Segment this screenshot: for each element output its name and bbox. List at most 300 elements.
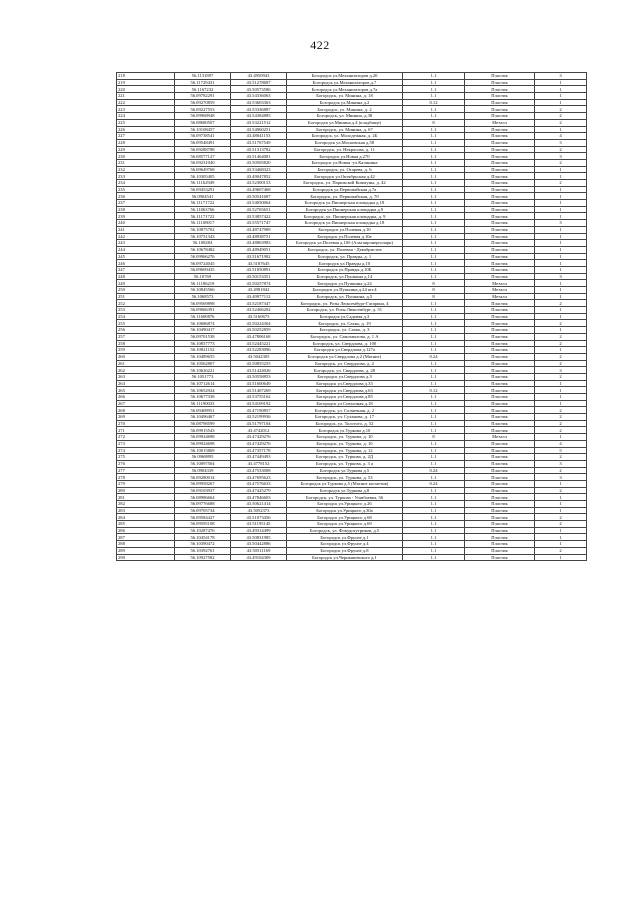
cell-longitude: 43.51407269 <box>231 387 287 394</box>
cell-address: Богородск ул.Пионерская площадка д.18 <box>287 200 403 207</box>
table-row <box>117 454 587 461</box>
table-row <box>117 494 587 501</box>
cell-container-count: 2 <box>535 106 587 113</box>
cell-latitude: 56.09270859 <box>175 99 231 106</box>
cell-material: Пластик <box>465 253 535 260</box>
cell-row-number: 272 <box>117 434 175 441</box>
cell-longitude: 43.5042305 <box>231 353 287 360</box>
cell-material: Пластик <box>465 501 535 508</box>
cell-longitude: 43.48747989 <box>231 226 287 233</box>
table-row <box>117 514 587 521</box>
cell-row-number: 269 <box>117 414 175 421</box>
cell-longitude: 43.53221512 <box>231 119 287 126</box>
cell-longitude: 43.50252859 <box>231 327 287 334</box>
cell-material: Пластик <box>465 460 535 467</box>
cell-longitude: 43.47429276 <box>231 440 287 447</box>
cell-material: Пластик <box>465 99 535 106</box>
cell-row-number: 268 <box>117 407 175 414</box>
cell-row-number: 242 <box>117 233 175 240</box>
cell-address: Богородск ул.Туркова д.5 (Магнит косметик) <box>287 480 403 487</box>
cell-material: Пластик <box>465 333 535 340</box>
cell-row-number: 276 <box>117 460 175 467</box>
cell-row-number: 245 <box>117 253 175 260</box>
cell-material: Пластик <box>465 521 535 528</box>
cell-longitude: 43.48938751 <box>231 233 287 240</box>
cell-address: Богородск, ул. Полевая - Декабристов <box>287 246 403 253</box>
cell-volume: 1.1 <box>403 554 465 561</box>
cell-volume: 1.1 <box>403 126 465 133</box>
cell-address: Богородск ул.Свердлова д.127а <box>287 347 403 354</box>
table-row <box>117 266 587 273</box>
table-row <box>117 73 587 80</box>
cell-container-count: 2 <box>535 427 587 434</box>
cell-volume: 1.1 <box>403 93 465 100</box>
cell-latitude: 56.09958267 <box>175 480 231 487</box>
cell-row-number: 259 <box>117 347 175 354</box>
cell-volume: 1.1 <box>403 200 465 207</box>
cell-material: Пластик <box>465 407 535 414</box>
cell-volume: 1.1 <box>403 494 465 501</box>
cell-row-number: 282 <box>117 501 175 508</box>
table-row <box>117 106 587 113</box>
cell-volume: 1.1 <box>403 373 465 380</box>
cell-row-number: 264 <box>117 380 175 387</box>
cell-latitude: 56.10097504 <box>175 460 231 467</box>
cell-row-number: 229 <box>117 146 175 153</box>
cell-address: Богородск ул.Правды д.10 <box>287 260 403 267</box>
cell-latitude: 56.10845566 <box>175 287 231 294</box>
table-row <box>117 521 587 528</box>
cell-latitude: 56.10626221 <box>175 367 231 374</box>
table-row <box>117 480 587 487</box>
cell-address: Богородск ул.Урицкого д.26 <box>287 501 403 508</box>
cell-address: Богородск ул.Урицкого д.69 <box>287 521 403 528</box>
cell-address: Богородск, ул. Солнечная, д. 2 <box>287 407 403 414</box>
table-row <box>117 447 587 454</box>
cell-latitude: 56.09453291 <box>175 186 231 193</box>
cell-longitude: 43.54384885 <box>231 113 287 120</box>
cell-volume: 1.1 <box>403 460 465 467</box>
cell-container-count: 1 <box>535 287 587 294</box>
cell-longitude: 43.47190857 <box>231 407 287 414</box>
cell-latitude: 56.10857773 <box>175 340 231 347</box>
cell-volume: 1.1 <box>403 186 465 193</box>
cell-container-count: 2 <box>535 360 587 367</box>
cell-row-number: 237 <box>117 200 175 207</box>
cell-latitude: 56.09408951 <box>175 407 231 414</box>
table-row <box>117 400 587 407</box>
cell-longitude: 43.50541687 <box>231 193 287 200</box>
cell-material: Пластик <box>465 126 535 133</box>
cell-material: Пластик <box>465 387 535 394</box>
cell-container-count: 1 <box>535 260 587 267</box>
cell-address: Богородск ул.Московская д.58 <box>287 139 403 146</box>
cell-longitude: 43.51671982 <box>231 253 287 260</box>
table-row <box>117 300 587 307</box>
cell-volume: 1.1 <box>403 73 465 80</box>
table-row <box>117 287 587 294</box>
cell-material: Металл <box>465 119 535 126</box>
cell-longitude: 43.50224304 <box>231 320 287 327</box>
cell-longitude: 43.48041153 <box>231 133 287 140</box>
cell-volume: 1.1 <box>403 86 465 93</box>
cell-longitude: 43.51424026 <box>231 367 287 374</box>
cell-material: Пластик <box>465 173 535 180</box>
cell-container-count: 2 <box>535 467 587 474</box>
cell-material: Пластик <box>465 534 535 541</box>
cell-material: Пластик <box>465 153 535 160</box>
cell-latitude: 56.10769 <box>175 273 231 280</box>
cell-material: Пластик <box>465 514 535 521</box>
cell-row-number: 233 <box>117 173 175 180</box>
cell-address: Богородск ул.Полевая д.10б (Альтаирэнергопарк) <box>287 240 403 247</box>
cell-address: Богородск, ул. Пушкина, д.5 <box>287 293 403 300</box>
cell-material: Пластик <box>465 440 535 447</box>
table-row <box>117 220 587 227</box>
table-row <box>117 534 587 541</box>
cell-longitude: 43.49607468 <box>231 186 287 193</box>
cell-volume: 0.24 <box>403 353 465 360</box>
cell-address: Богородск ул.Правды д.10Б <box>287 266 403 273</box>
cell-container-count: 1 <box>535 253 587 260</box>
cell-volume: 1.1 <box>403 159 465 166</box>
cell-material: Пластик <box>465 226 535 233</box>
table-row <box>117 434 587 441</box>
cell-row-number: 234 <box>117 180 175 187</box>
cell-address: Богородск ул.Первомайская д.7а <box>287 186 403 193</box>
cell-longitude: 43.47425279 <box>231 487 287 494</box>
cell-address: Богородск, ул. Некрасова, д. 11 <box>287 146 403 153</box>
cell-volume: 1.1 <box>403 233 465 240</box>
cell-volume: 1.1 <box>403 253 465 260</box>
table-row <box>117 240 587 247</box>
cell-longitude: 43.48863983 <box>231 240 287 247</box>
cell-material: Пластик <box>465 220 535 227</box>
cell-latitude: 56.11729431 <box>175 79 231 86</box>
cell-longitude: 43.49977112 <box>231 293 287 300</box>
table-row <box>117 527 587 534</box>
cell-container-count: 2 <box>535 514 587 521</box>
cell-volume: 1.1 <box>403 146 465 153</box>
cell-latitude: 56.11063766 <box>175 206 231 213</box>
cell-container-count: 3 <box>535 474 587 481</box>
table-row <box>117 547 587 554</box>
cell-material: Пластик <box>465 527 535 534</box>
cell-longitude: 43.52283096 <box>231 347 287 354</box>
cell-address: Богородск ул.Минина д.2 <box>287 99 403 106</box>
cell-container-count: 1 <box>535 293 587 300</box>
cell-container-count: 3 <box>535 460 587 467</box>
cell-row-number: 285 <box>117 521 175 528</box>
cell-container-count: 1 <box>535 240 587 247</box>
cell-address: Богородск ул.Свердлова д.3 <box>287 373 403 380</box>
cell-latitude: 56.10490417 <box>175 327 231 334</box>
cell-row-number: 246 <box>117 260 175 267</box>
cell-container-count: 1 <box>535 347 587 354</box>
cell-volume: 1.1 <box>403 206 465 213</box>
cell-volume: 0.12 <box>403 387 465 394</box>
cell-longitude: 43.50511169 <box>231 547 287 554</box>
cell-longitude: 43.51313782 <box>231 146 287 153</box>
cell-longitude: 43.4981842 <box>231 287 287 294</box>
table-row <box>117 166 587 173</box>
cell-longitude: 43.54960251 <box>231 126 287 133</box>
cell-row-number: 241 <box>117 226 175 233</box>
table-row <box>117 200 587 207</box>
table-row <box>117 467 587 474</box>
cell-row-number: 220 <box>117 86 175 93</box>
cell-row-number: 284 <box>117 514 175 521</box>
cell-volume: 1.1 <box>403 347 465 354</box>
table-row <box>117 186 587 193</box>
cell-row-number: 266 <box>117 394 175 401</box>
cell-address: Богородск ул.Туркова д.5 <box>287 467 403 474</box>
cell-material: Пластик <box>465 233 535 240</box>
cell-address: Богородск ул.Свердлова д.2 (Магнит) <box>287 353 403 360</box>
cell-row-number: 290 <box>117 554 175 561</box>
cell-container-count: 1 <box>535 307 587 314</box>
cell-material: Пластик <box>465 447 535 454</box>
cell-material: Пластик <box>465 340 535 347</box>
cell-volume: 1.1 <box>403 380 465 387</box>
cell-container-count: 1 <box>535 186 587 193</box>
cell-row-number: 271 <box>117 427 175 434</box>
table-row <box>117 146 587 153</box>
cell-material: Пластик <box>465 347 535 354</box>
cell-row-number: 231 <box>117 159 175 166</box>
cell-longitude: 43.51278687 <box>231 79 287 86</box>
table-row <box>117 213 587 220</box>
cell-longitude: 43.52765651 <box>231 206 287 213</box>
cell-container-count: 2 <box>535 180 587 187</box>
cell-latitude: 56.10875702 <box>175 226 231 233</box>
cell-longitude: 43.47576633 <box>231 480 287 487</box>
table-row <box>117 340 587 347</box>
cell-material: Пластик <box>465 180 535 187</box>
table-row <box>117 307 587 314</box>
cell-volume: 1.1 <box>403 400 465 407</box>
cell-longitude: 43.47846603 <box>231 494 287 501</box>
cell-container-count: 2 <box>535 373 587 380</box>
cell-longitude: 43.54109192 <box>231 400 287 407</box>
cell-container-count: 2 <box>535 420 587 427</box>
cell-row-number: 279 <box>117 480 175 487</box>
cell-material: Пластик <box>465 206 535 213</box>
table-row <box>117 487 587 494</box>
cell-container-count: 4 <box>535 133 587 140</box>
cell-volume: 1.1 <box>403 213 465 220</box>
cell-longitude: 43.48949051 <box>231 246 287 253</box>
cell-volume: 1.1 <box>403 360 465 367</box>
table-row <box>117 153 587 160</box>
cell-row-number: 218 <box>117 73 175 80</box>
cell-latitude: 56.09548491 <box>175 139 231 146</box>
cell-volume: 1.1 <box>403 307 465 314</box>
cell-latitude: 56.09915543 <box>175 427 231 434</box>
cell-volume: 1.1 <box>403 514 465 521</box>
cell-latitude: 56.10454178 <box>175 534 231 541</box>
cell-row-number: 263 <box>117 373 175 380</box>
cell-material: Пластик <box>465 507 535 514</box>
cell-volume: 0.24 <box>403 467 465 474</box>
cell-container-count: 3 <box>535 139 587 146</box>
cell-address: Богородск ул.Минина д.4 (кладбище) <box>287 119 403 126</box>
cell-row-number: 288 <box>117 541 175 548</box>
cell-row-number: 230 <box>117 153 175 160</box>
cell-material: Пластик <box>465 193 535 200</box>
cell-row-number: 227 <box>117 133 175 140</box>
cell-address: Богородск ул.Механизаторов д.7 <box>287 79 403 86</box>
cell-row-number: 232 <box>117 166 175 173</box>
cell-container-count: 1 <box>535 246 587 253</box>
cell-latitude: 56.09705734 <box>175 507 231 514</box>
cell-address: Богородск, ул. Минина, д.38 <box>287 113 403 120</box>
cell-longitude: 43.47429276 <box>231 434 287 441</box>
cell-latitude: 56.08798599 <box>175 420 231 427</box>
cell-latitude: 56.1167232 <box>175 86 231 93</box>
cell-material: Пластик <box>465 313 535 320</box>
cell-row-number: 238 <box>117 206 175 213</box>
cell-volume: 1.1 <box>403 327 465 334</box>
cell-container-count: 1 <box>535 400 587 407</box>
cell-address: Богородск ул.Фрунзе д.4 <box>287 541 403 548</box>
cell-material: Пластик <box>465 427 535 434</box>
cell-address: Богородск, ул. Пионерская площадка, д. 9 <box>287 213 403 220</box>
cell-container-count: 2 <box>535 353 587 360</box>
cell-address: Богородск, ул. Туркова, д. 53 <box>287 474 403 481</box>
cell-row-number: 262 <box>117 367 175 374</box>
table-row <box>117 440 587 447</box>
cell-address: Богородск ул.Новая д.270 <box>287 153 403 160</box>
cell-address: Богородск, ул. Суханова, д. 17 <box>287 414 403 421</box>
cell-material: Пластик <box>465 400 535 407</box>
cell-volume: 1.1 <box>403 300 465 307</box>
cell-volume: 1.1 <box>403 260 465 267</box>
cell-latitude: 56.10108457 <box>175 126 231 133</box>
table-row <box>117 293 587 300</box>
cell-address: Богородск ул.Новая -ул.Калинина <box>287 159 403 166</box>
cell-address: Богородск ул.Туркова д.10 <box>287 427 403 434</box>
cell-address: Богородск ул.Пушкина д.24 <box>287 280 403 287</box>
cell-container-count: 1 <box>535 494 587 501</box>
cell-latitude: 56.0904541 <box>175 193 231 200</box>
cell-material: Пластик <box>465 79 535 86</box>
table-row <box>117 159 587 166</box>
cell-material: Пластик <box>465 487 535 494</box>
cell-volume: 1.1 <box>403 193 465 200</box>
cell-container-count: 1 <box>535 93 587 100</box>
table-row <box>117 139 587 146</box>
cell-row-number: 287 <box>117 534 175 541</box>
cell-material: Пластик <box>465 547 535 554</box>
table-row <box>117 347 587 354</box>
cell-volume: 0.12 <box>403 99 465 106</box>
cell-container-count: 1 <box>535 554 587 561</box>
cell-longitude: 43.52445221 <box>231 340 287 347</box>
cell-longitude: 43.53468323 <box>231 166 287 173</box>
table-row <box>117 360 587 367</box>
container-sites-table <box>116 72 587 561</box>
cell-volume: 1.1 <box>403 367 465 374</box>
cell-volume: 8 <box>403 293 465 300</box>
table-row <box>117 273 587 280</box>
cell-row-number: 253 <box>117 307 175 314</box>
cell-longitude: 43.54050064 <box>231 200 287 207</box>
page-number: 422 <box>310 38 330 52</box>
cell-material: Пластик <box>465 86 535 93</box>
cell-latitude: 56.09609435 <box>175 266 231 273</box>
cell-address: Богородск ул.Октябрьская д.42 <box>287 173 403 180</box>
cell-address: Богородск ул.Полевая д.10а <box>287 233 403 240</box>
cell-material: Пластик <box>465 106 535 113</box>
cell-latitude: 56.10489655 <box>175 353 231 360</box>
table-row <box>117 119 587 126</box>
table-row <box>117 246 587 253</box>
table-row <box>117 554 587 561</box>
cell-latitude: 56.09924698 <box>175 434 231 441</box>
cell-material: Металл <box>465 293 535 300</box>
cell-longitude: 43.51797104 <box>231 420 287 427</box>
cell-container-count: 1 <box>535 327 587 334</box>
cell-latitude: 56.10392761 <box>175 547 231 554</box>
cell-volume: 1.1 <box>403 333 465 340</box>
cell-latitude: 56.10562807 <box>175 360 231 367</box>
cell-volume: 8 <box>403 287 465 294</box>
cell-volume: 1.1 <box>403 547 465 554</box>
cell-longitude: 43.47449493 <box>231 454 287 461</box>
cell-longitude: 43.49314499 <box>231 527 287 534</box>
table-row <box>117 113 587 120</box>
cell-address: Богородск, ул. Сахко, д. 3 <box>287 327 403 334</box>
cell-latitude: 56.10015869 <box>175 447 231 454</box>
table-row <box>117 260 587 267</box>
cell-volume: 8 <box>403 434 465 441</box>
table-row <box>117 86 587 93</box>
cell-volume: 1.1 <box>403 487 465 494</box>
cell-address: Богородск ул.Туркова д.8 <box>287 487 403 494</box>
cell-volume: 1.1 <box>403 501 465 508</box>
cell-latitude: 56.08577127 <box>175 153 231 160</box>
table-row <box>117 320 587 327</box>
cell-longitude: 43.49104309 <box>231 554 287 561</box>
cell-container-count: 1 <box>535 434 587 441</box>
cell-container-count: 1 <box>535 534 587 541</box>
cell-longitude: 43.52187347 <box>231 300 287 307</box>
cell-container-count: 1 <box>535 541 587 548</box>
cell-latitude: 56.10678482 <box>175 246 231 253</box>
cell-container-count: 2 <box>535 159 587 166</box>
cell-row-number: 251 <box>117 293 175 300</box>
cell-material: Пластик <box>465 200 535 207</box>
cell-latitude: 56.1131897 <box>175 73 231 80</box>
cell-longitude: 43.4742012 <box>231 427 287 434</box>
table-row <box>117 387 587 394</box>
cell-material: Металл <box>465 280 535 287</box>
table-row <box>117 206 587 213</box>
cell-volume: 8 <box>403 280 465 287</box>
cell-volume: 0.24 <box>403 480 465 487</box>
cell-material: Пластик <box>465 159 535 166</box>
cell-latitude: 56.09288788 <box>175 146 231 153</box>
cell-container-count: 2 <box>535 320 587 327</box>
table-row <box>117 253 587 260</box>
cell-container-count: 1 <box>535 480 587 487</box>
cell-material: Металл <box>465 434 535 441</box>
cell-container-count: 2 <box>535 119 587 126</box>
cell-volume: 1.1 <box>403 313 465 320</box>
cell-latitude: 56.09227553 <box>175 106 231 113</box>
table-body <box>117 73 587 561</box>
